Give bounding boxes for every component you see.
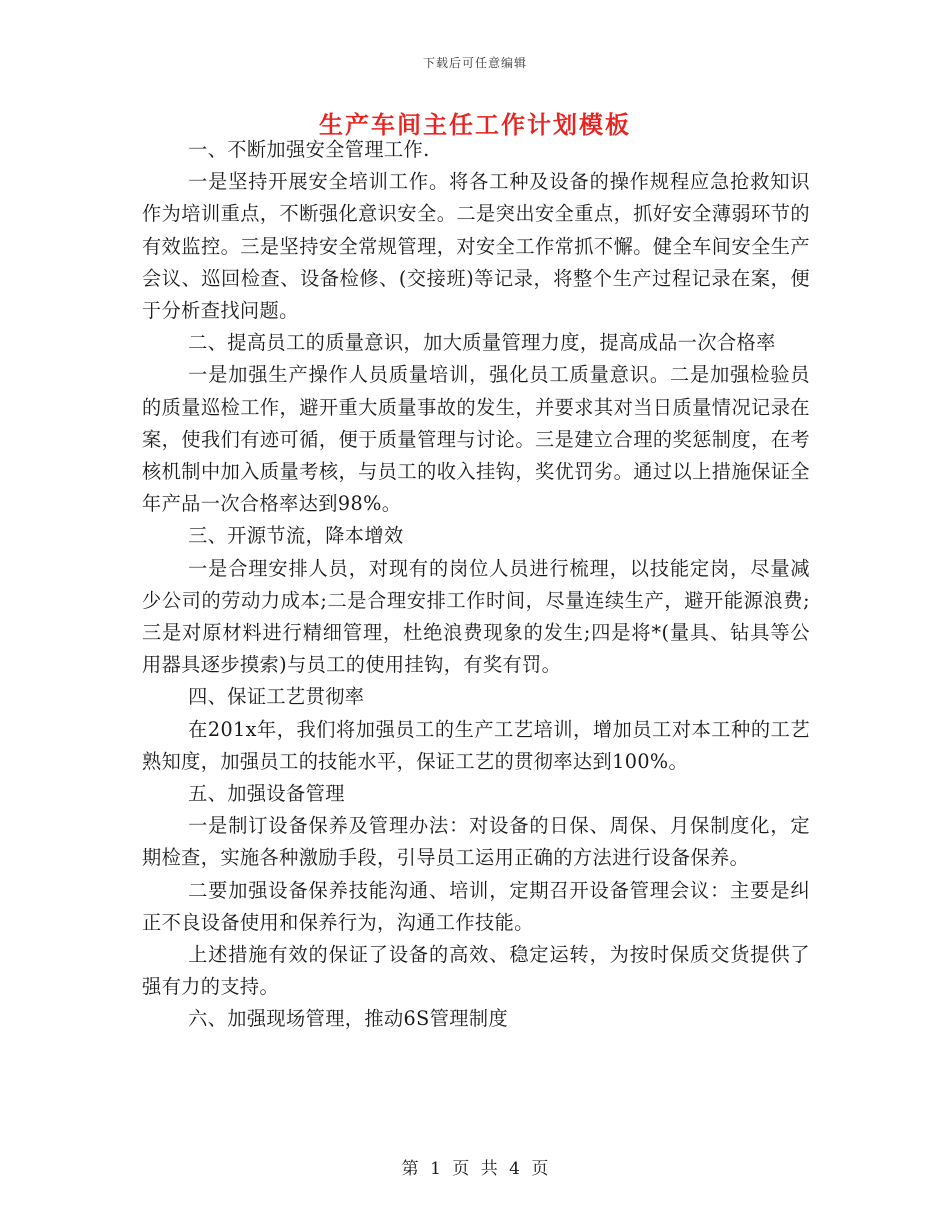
section-heading-equipment: 五、加强设备管理: [188, 782, 345, 806]
section-heading-site: 六、加强现场管理，推动6S管理制度: [188, 1007, 509, 1031]
paragraph-equipment-2: 二要加强设备保养技能沟通、培训，定期召开设备管理会议：主要是纠正不良设备使用和保养行为，沟通工作技能。: [142, 878, 810, 934]
section-heading-safety: 一、不断加强安全管理工作.: [188, 138, 430, 161]
page-footer: 第 1 页 共 4 页: [401, 1159, 549, 1179]
section-heading-cost: 三、开源节流，降本增效: [188, 524, 404, 548]
paragraph-cost: 一是合理安排人员，对现有的岗位人员进行梳理，以技能定岗，尽量减少公司的劳动力成本;二是合理安排工作时间，尽量连续生产，避开能源浪费;三是对原材料进行精细管理，杜绝浪费现象的发生;四是将*(量具、钻具等公用器具逐步摸索)与员工的使用挂钩，有奖有罚。: [142, 556, 810, 677]
section-heading-quality: 二、提高员工的质量意识，加大质量管理力度，提高成品一次合格率: [188, 331, 776, 355]
paragraph-process: 在201x年，我们将加强员工的生产工艺培训，增加员工对本工种的工艺熟知度，加强员工的技能水平，保证工艺的贯彻率达到100%。: [142, 717, 810, 773]
paragraph-equipment-1: 一是制订设备保养及管理办法：对设备的日保、周保、月保制度化，定期检查，实施各种激励手段，引导员工运用正确的方法进行设备保养。: [142, 814, 810, 870]
document-body: [142, 134, 810, 1036]
page-header: 下载后可任意编辑: [422, 56, 527, 70]
paragraph-safety: 一是坚持开展安全培训工作。将各工种及设备的操作规程应急抢救知识作为培训重点，不断强化意识安全。二是突出安全重点，抓好安全薄弱环节的有效监控。三是坚持安全常规管理，对安全工作常抓不懈。健全车间安全生产会议、巡回检查、设备检修、(交接班)等记录，将整个生产过程记录在案，便于分析查找问题。: [142, 170, 810, 323]
document-title: 生产车间主任工作计划模板: [319, 110, 631, 139]
section-heading-process: 四、保证工艺贯彻率: [188, 685, 365, 709]
paragraph-quality: 一是加强生产操作人员质量培训，强化员工质量意识。二是加强检验员的质量巡检工作，避开重大质量事故的发生，并要求其对当日质量情况记录在案，使我们有迹可循，便于质量管理与讨论。三是建立合理的奖惩制度，在考核机制中加入质量考核，与员工的收入挂钩，奖优罚劣。通过以上措施保证全年产品一次合格率达到98%。: [142, 363, 810, 516]
paragraph-equipment-3: 上述措施有效的保证了设备的高效、稳定运转，为按时保质交货提供了强有力的支持。: [142, 943, 810, 999]
